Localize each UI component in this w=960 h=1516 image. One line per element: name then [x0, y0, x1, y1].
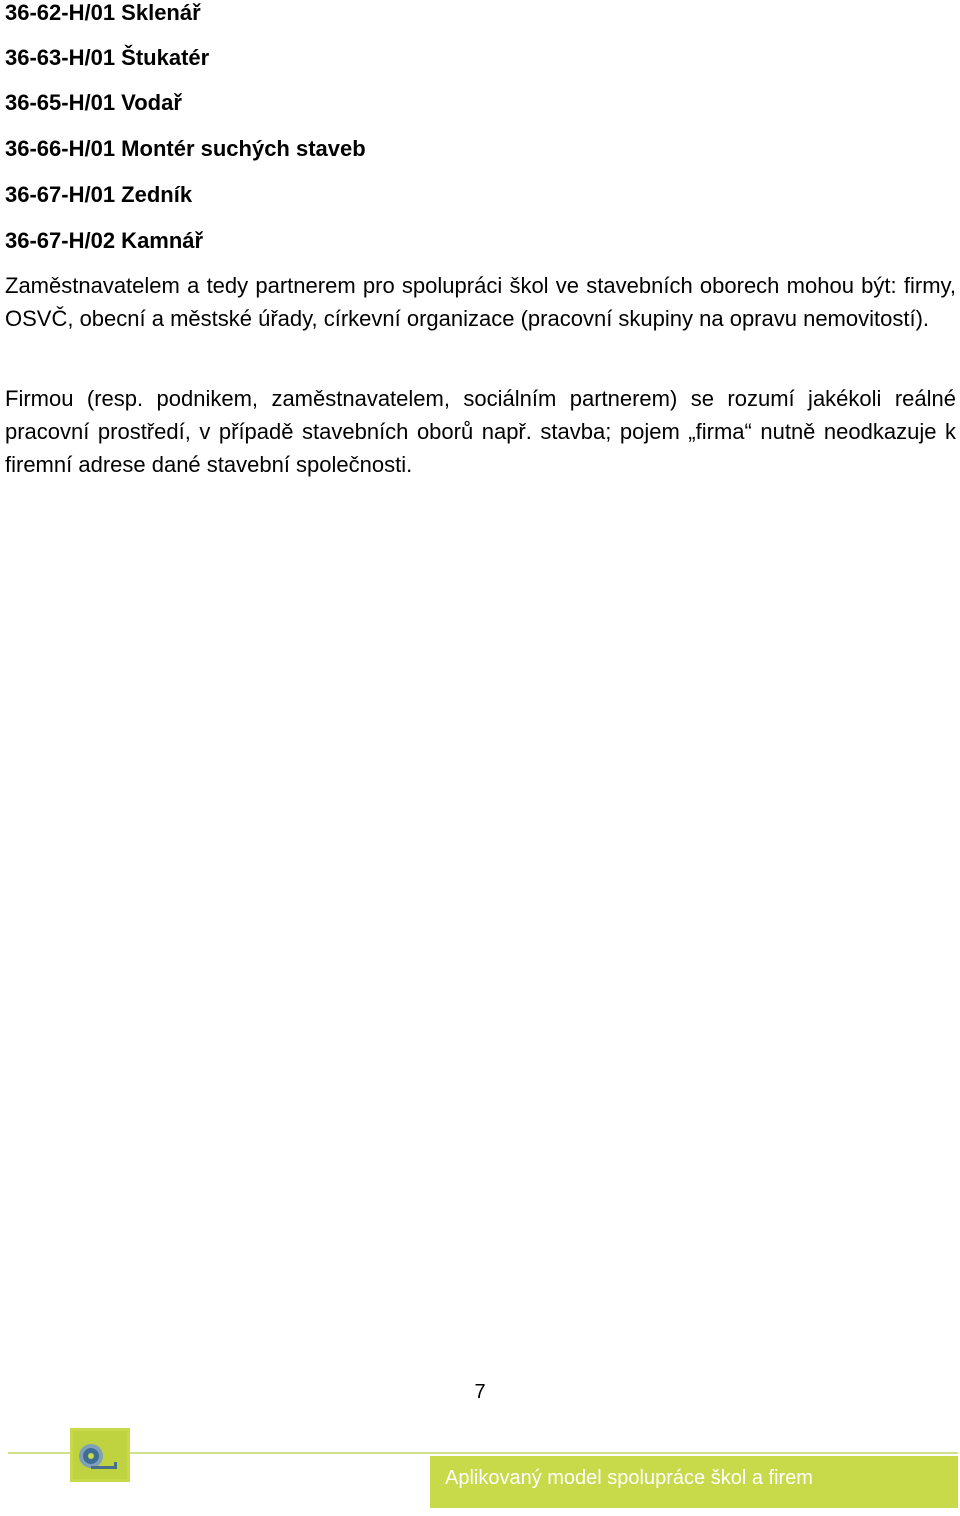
tape-measure-icon: [70, 1428, 130, 1482]
footer-banner: [430, 1456, 958, 1508]
paragraph-firm-definition: Firmou (resp. podnikem, zaměstnavatelem, sociálním partnerem) se rozumí jakékoli reálné pracovní prostředí, v případě stavebních oborů např. stavba; pojem „firma“ nutně neodkazuje k firemní adrese dané stavební společnosti.: [5, 386, 956, 477]
footer-divider: [8, 1452, 958, 1454]
heading-obor-monter: 36-66-H/01 Montér suchých staveb: [5, 136, 366, 161]
heading-obor-kamnar: 36-67-H/02 Kamnář: [5, 228, 204, 253]
heading-obor-vodar: 36-65-H/01 Vodař: [5, 90, 182, 115]
heading-obor-zednik: 36-67-H/01 Zedník: [5, 182, 193, 207]
page-number: 7: [474, 1381, 486, 1403]
heading-obor-stukater: 36-63-H/01 Štukatér: [5, 45, 210, 70]
footer-title: Aplikovaný model spolupráce škol a firem: [445, 1467, 813, 1489]
paragraph-partners: Zaměstnavatelem a tedy partnerem pro spolupráci škol ve stavebních oborech mohou být: firmy, OSVČ, obecní a městské úřady, církevní organizace (pracovní skupiny na opravu nemovitostí).: [5, 273, 956, 331]
heading-obor-sklenar: 36-62-H/01 Sklenář: [5, 0, 201, 25]
